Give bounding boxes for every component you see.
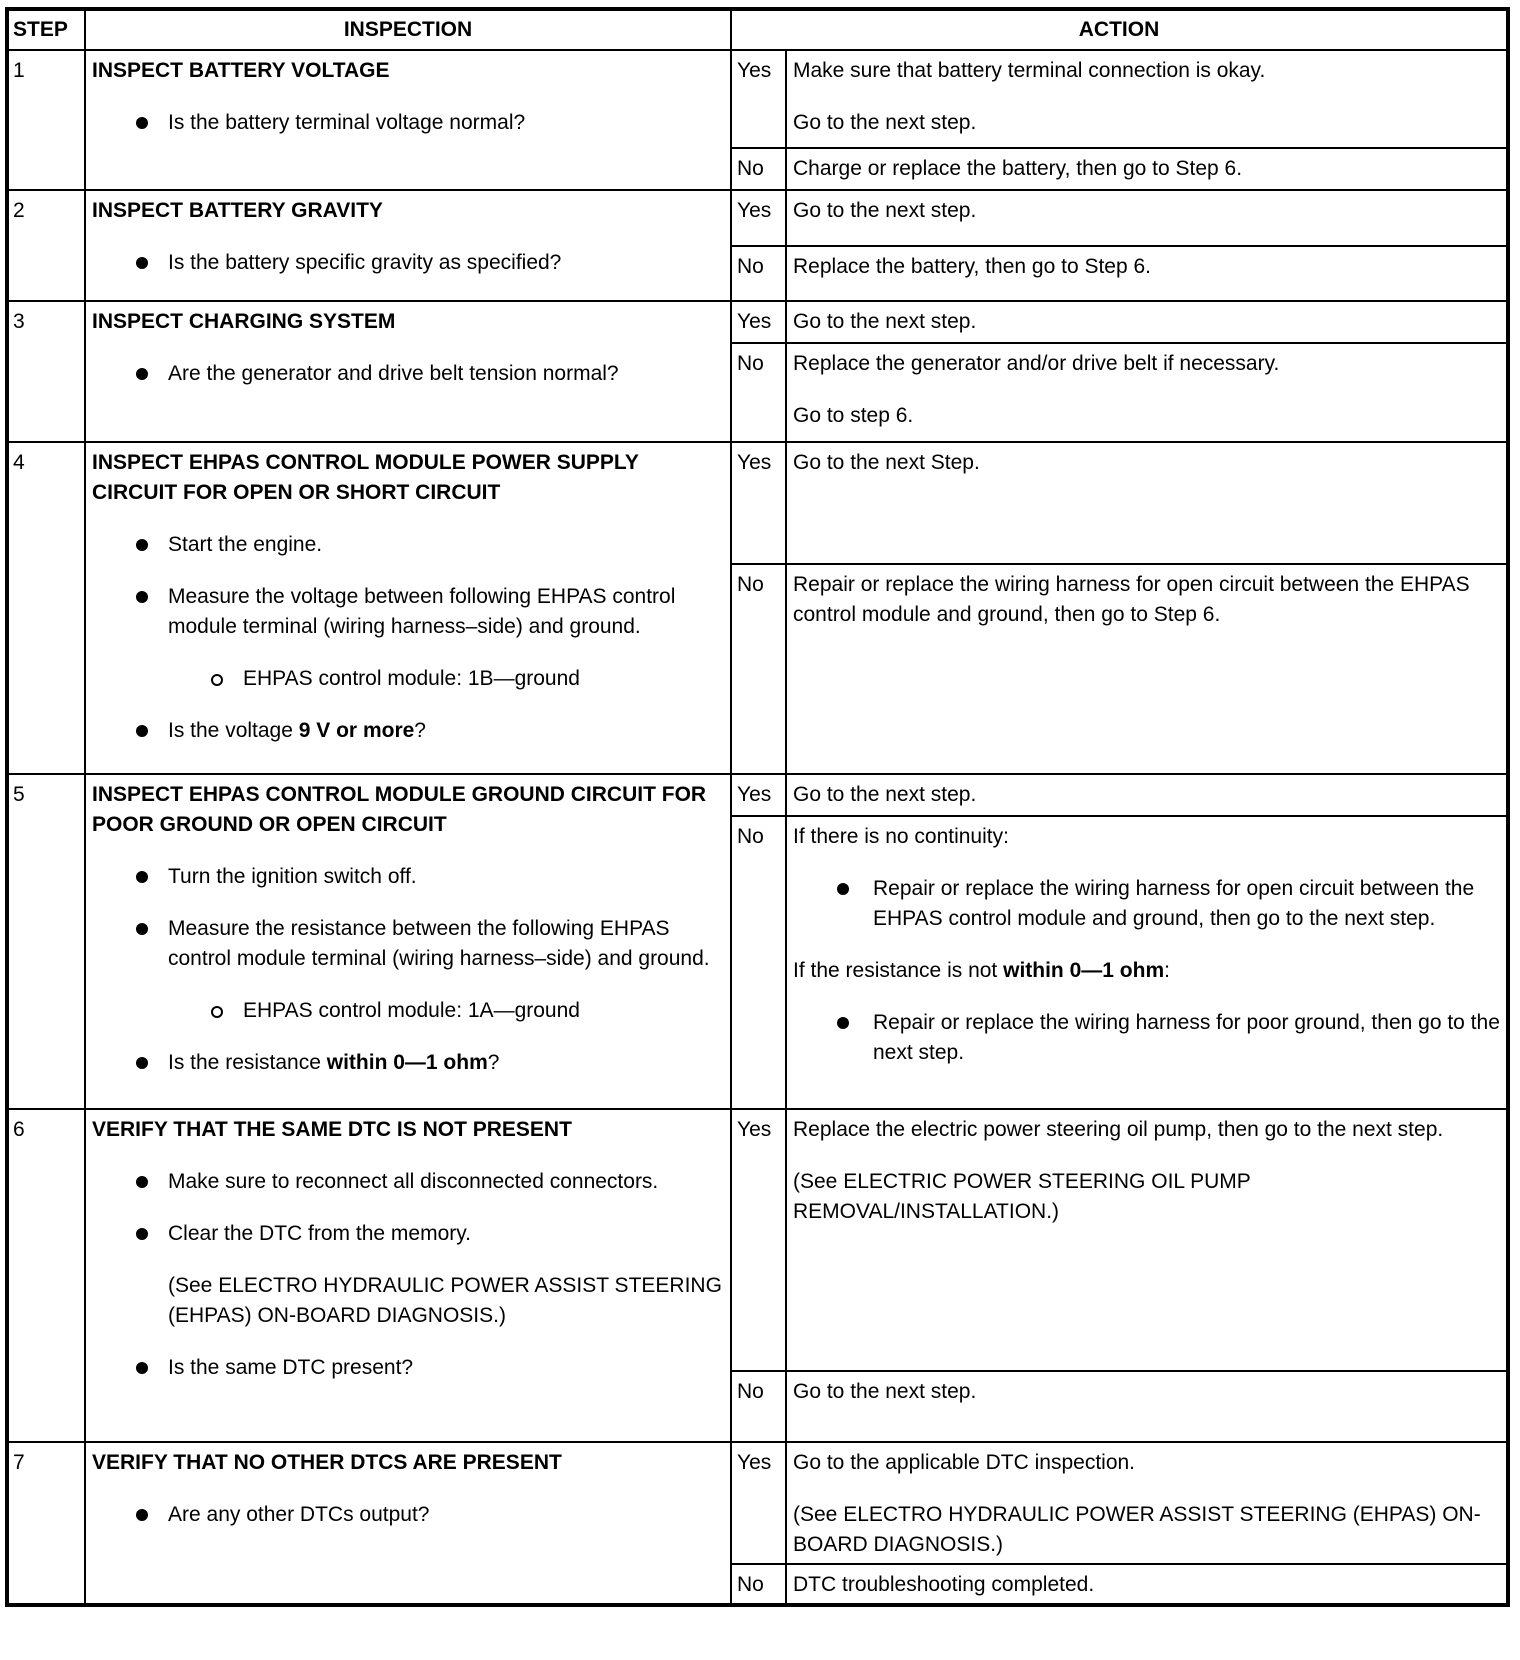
inspection-title: INSPECT EHPAS CONTROL MODULE GROUND CIRCUIT FOR POOR GROUND OR OPEN CIRCUIT <box>92 783 707 836</box>
no-action-cell <box>786 246 1508 302</box>
paragraph <box>793 570 1500 630</box>
text: If there is no continuity: <box>793 825 1009 848</box>
no-label: No <box>731 816 786 1109</box>
inspection-cell <box>85 1109 731 1442</box>
text: Are any other DTCs output? <box>168 1503 430 1526</box>
troubleshooting-table <box>5 7 1510 1607</box>
paragraph <box>793 780 1500 810</box>
yes-label: Yes <box>731 301 786 343</box>
inspection-cell <box>85 50 731 190</box>
bullet-item <box>92 1353 724 1383</box>
text: Go to the next step. <box>793 1380 977 1403</box>
paragraph <box>793 448 1500 478</box>
yes-label: Yes <box>731 442 786 564</box>
bullet-item <box>92 582 724 642</box>
text: Go to the applicable DTC inspection. <box>793 1451 1136 1474</box>
reference-note <box>92 1271 724 1331</box>
yes-action-cell <box>786 442 1508 564</box>
step-number: 6 <box>7 1109 85 1442</box>
yes-action-cell <box>786 1442 1508 1564</box>
no-action-cell <box>786 148 1508 190</box>
bullet-item <box>92 1500 724 1530</box>
inspection-cell <box>85 301 731 442</box>
step-number: 3 <box>7 301 85 442</box>
paragraph <box>793 154 1500 184</box>
paragraph <box>793 1570 1500 1600</box>
paragraph <box>793 956 1500 986</box>
inspection-cell <box>85 442 731 774</box>
step-row-3-yes <box>7 301 1508 343</box>
text: Measure the resistance between the following EHPAS control module terminal (wiring harness–side) and ground. <box>168 917 710 970</box>
text: Is the battery specific gravity as specified? <box>168 251 562 274</box>
text: Go to the next step. <box>793 783 977 806</box>
text: Make sure that battery terminal connection is okay. <box>793 59 1266 82</box>
text: ? <box>487 1051 500 1074</box>
no-label: No <box>731 343 786 442</box>
bullet-item <box>793 874 1500 934</box>
yes-action-cell <box>786 1109 1508 1371</box>
step-number: 5 <box>7 774 85 1109</box>
paragraph <box>793 822 1500 852</box>
text: Are the generator and drive belt tension normal? <box>168 362 619 385</box>
bold-text: within 0—1 ohm <box>1003 959 1165 982</box>
paragraph <box>793 1115 1500 1145</box>
text: Is the battery terminal voltage normal? <box>168 111 526 134</box>
bold-text: 9 V or more <box>298 719 415 742</box>
bullet-item <box>92 862 724 892</box>
no-label: No <box>731 564 786 774</box>
yes-label: Yes <box>731 774 786 816</box>
text: Repair or replace the wiring harness for open circuit between the EHPAS control module and ground, then go to Step 6. <box>793 573 1470 626</box>
paragraph <box>793 196 1500 226</box>
text: Make sure to reconnect all disconnected connectors. <box>168 1170 659 1193</box>
text: (See ELECTRIC POWER STEERING OIL PUMP REMOVAL/INSTALLATION.) <box>793 1170 1251 1223</box>
inspection-title: INSPECT BATTERY GRAVITY <box>92 199 383 222</box>
text: Measure the voltage between following EHPAS control module terminal (wiring harness–side) and ground. <box>168 585 676 638</box>
step-row-4-yes <box>7 442 1508 564</box>
text: (See ELECTRO HYDRAULIC POWER ASSIST STEERING (EHPAS) ON-BOARD DIAGNOSIS.) <box>168 1274 722 1327</box>
paragraph <box>793 252 1500 282</box>
paragraph <box>793 1167 1500 1227</box>
bullet-item <box>92 359 724 389</box>
bullet-item <box>92 996 724 1026</box>
header-action: ACTION <box>731 9 1508 50</box>
yes-action-cell <box>786 774 1508 816</box>
no-action-cell <box>786 816 1508 1109</box>
text: Repair or replace the wiring harness for open circuit between the EHPAS control module and ground, then go to the next step. <box>873 877 1475 930</box>
text: If the resistance is not <box>793 959 1004 982</box>
no-label: No <box>731 246 786 302</box>
step-row-7-yes <box>7 1442 1508 1564</box>
bullet-item <box>92 248 724 278</box>
text: ? <box>414 719 426 742</box>
step-number: 4 <box>7 442 85 774</box>
yes-label: Yes <box>731 1442 786 1564</box>
header-step: STEP <box>7 9 85 50</box>
no-label: No <box>731 1564 786 1605</box>
inspection-title: VERIFY THAT NO OTHER DTCS ARE PRESENT <box>92 1451 562 1474</box>
text: Go to step 6. <box>793 404 914 427</box>
text: Start the engine. <box>168 533 323 556</box>
step-row-6-yes <box>7 1109 1508 1371</box>
paragraph <box>793 401 1500 431</box>
text: Repair or replace the wiring harness for poor ground, then go to the next step. <box>873 1011 1500 1064</box>
yes-action-cell <box>786 50 1508 148</box>
bullet-item <box>92 108 724 138</box>
bullet-item <box>92 664 724 694</box>
text: Go to the next Step. <box>793 451 980 474</box>
no-label: No <box>731 148 786 190</box>
text: Replace the generator and/or drive belt if necessary. <box>793 352 1280 375</box>
inspection-title: INSPECT EHPAS CONTROL MODULE POWER SUPPLY CIRCUIT FOR OPEN OR SHORT CIRCUIT <box>92 451 639 504</box>
text: Go to the next step. <box>793 310 977 333</box>
bold-text: within 0—1 ohm <box>326 1051 488 1074</box>
no-action-cell <box>786 564 1508 774</box>
text: EHPAS control module: 1B—ground <box>243 667 580 690</box>
text: Is the resistance <box>168 1051 327 1074</box>
inspection-title: INSPECT CHARGING SYSTEM <box>92 310 396 333</box>
step-number: 1 <box>7 50 85 190</box>
header-row <box>7 9 1508 50</box>
bullet-item <box>92 1219 724 1249</box>
paragraph <box>793 307 1500 337</box>
no-action-cell <box>786 343 1508 442</box>
inspection-title: INSPECT BATTERY VOLTAGE <box>92 59 390 82</box>
yes-label: Yes <box>731 1109 786 1371</box>
text: Is the same DTC present? <box>168 1356 414 1379</box>
inspection-cell <box>85 190 731 301</box>
bullet-item <box>793 1008 1500 1068</box>
yes-action-cell <box>786 301 1508 343</box>
text: Is the voltage <box>168 719 299 742</box>
paragraph <box>793 1500 1500 1560</box>
bullet-item <box>92 530 724 560</box>
step-row-5-yes <box>7 774 1508 816</box>
no-label: No <box>731 1371 786 1442</box>
paragraph <box>793 1377 1500 1407</box>
text: Charge or replace the battery, then go to Step 6. <box>793 157 1243 180</box>
paragraph <box>793 349 1500 379</box>
bullet-item <box>92 1167 724 1197</box>
step-row-1-yes <box>7 50 1508 148</box>
text: EHPAS control module: 1A—ground <box>243 999 580 1022</box>
text: Replace the electric power steering oil pump, then go to the next step. <box>793 1118 1444 1141</box>
inspection-cell <box>85 1442 731 1605</box>
no-action-cell <box>786 1371 1508 1442</box>
header-inspection: INSPECTION <box>85 9 731 50</box>
yes-action-cell <box>786 190 1508 246</box>
step-row-2-yes <box>7 190 1508 246</box>
text: : <box>1164 959 1170 982</box>
bullet-item <box>92 716 724 746</box>
paragraph <box>793 108 1500 138</box>
inspection-title: VERIFY THAT THE SAME DTC IS NOT PRESENT <box>92 1118 572 1141</box>
text: DTC troubleshooting completed. <box>793 1573 1095 1596</box>
text: Replace the battery, then go to Step 6. <box>793 254 1152 278</box>
no-action-cell <box>786 1564 1508 1605</box>
yes-label: Yes <box>731 50 786 148</box>
text: Turn the ignition switch off. <box>168 865 417 888</box>
paragraph <box>793 1448 1500 1478</box>
paragraph <box>793 56 1500 86</box>
inspection-cell <box>85 774 731 1109</box>
text: (See ELECTRO HYDRAULIC POWER ASSIST STEERING (EHPAS) ON-BOARD DIAGNOSIS.) <box>793 1503 1481 1556</box>
text: Go to the next step. <box>793 199 977 222</box>
step-number: 2 <box>7 190 85 301</box>
yes-label: Yes <box>731 190 786 246</box>
step-number: 7 <box>7 1442 85 1605</box>
bullet-item <box>92 914 724 974</box>
text: Clear the DTC from the memory. <box>168 1222 472 1245</box>
bullet-item <box>92 1048 724 1078</box>
text: Go to the next step. <box>793 111 977 134</box>
